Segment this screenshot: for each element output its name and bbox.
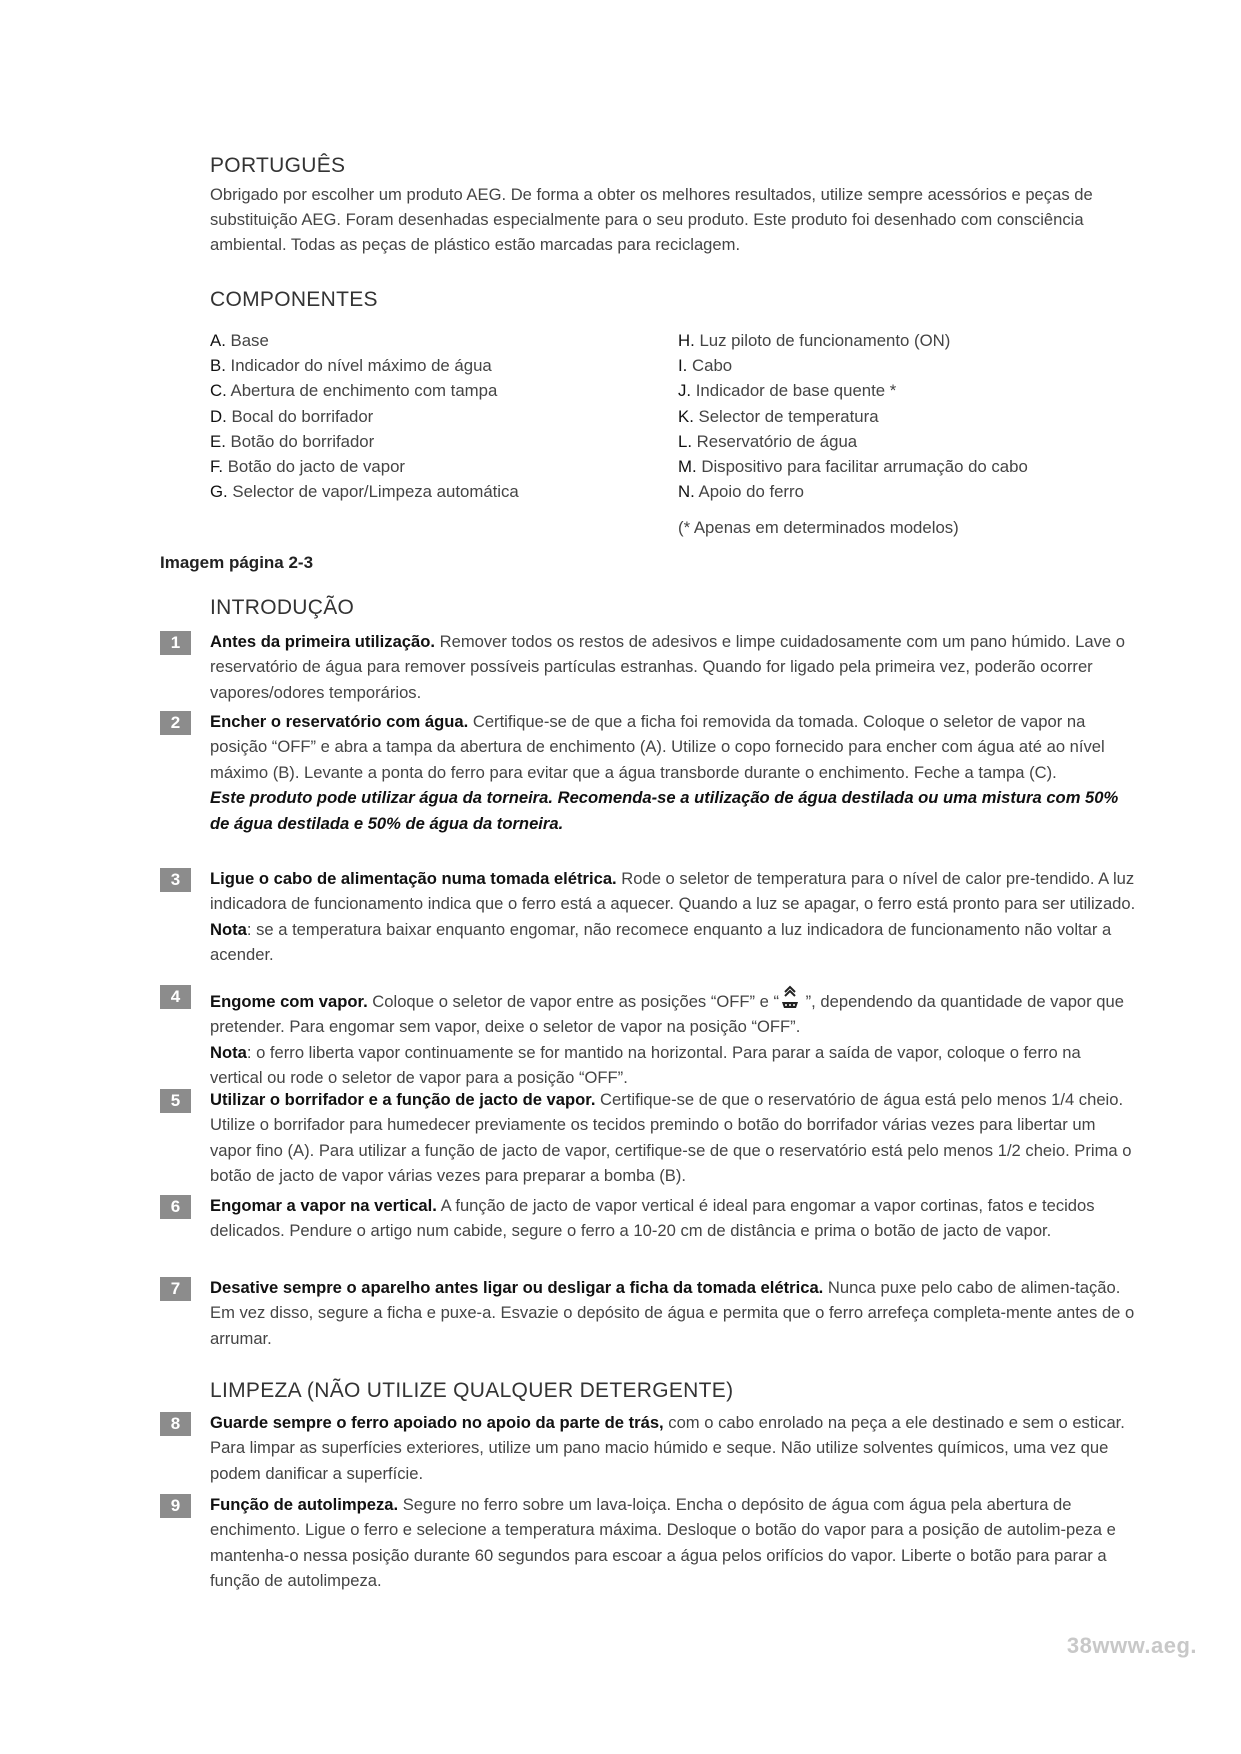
- step-7: 7 Desative sempre o aparelho antes ligar ou desligar a ficha da tomada elétrica. Nunca puxe pelo cabo de alimen-tação. Em vez disso, segure a ficha e puxe-a. Esvazie o depósito de água e permita que o ferro arrefeça completa-mente antes de o arrumar.: [160, 1275, 1136, 1351]
- step-number-badge: 2: [160, 711, 191, 735]
- section-title-componentes: COMPONENTES: [210, 288, 378, 311]
- components-list-left: [210, 328, 519, 504]
- component-item: H. Luz piloto de funcionamento (ON): [678, 331, 951, 350]
- section-title-portugues: PORTUGUÊS: [210, 154, 346, 177]
- step-number-badge: 9: [160, 1494, 191, 1518]
- components-note: (* Apenas em determinados modelos): [678, 518, 959, 537]
- component-item: F. Botão do jacto de vapor: [210, 457, 405, 477]
- component-item: B. Indicador do nível máximo de água: [210, 356, 492, 376]
- step-number-badge: 4: [160, 985, 191, 1009]
- section-title-limpeza: LIMPEZA (NÃO UTILIZE QUALQUER DETERGENTE): [210, 1379, 734, 1402]
- step-5: 5 Utilizar o borrifador e a função de jacto de vapor. Certifique-se de que o reservatório de água está pelo menos 1/4 cheio. Utilize o borrifador para humedecer previamente os tecidos premindo o botão do borrifador várias vezes para libertar um vapor fino (A). Para utilizar a função de jacto de vapor, certifique-se de que o reservatório está pelo menos 1/2 cheio. Prima o botão de jacto de vapor várias vezes para preparar a bomba (B).: [160, 1087, 1136, 1189]
- component-item: D. Bocal do borrifador: [210, 406, 374, 426]
- step-number-badge: 8: [160, 1412, 191, 1436]
- intro-paragraph: Obrigado por escolher um produto AEG. De forma a obter os melhores resultados, utilize sempre acessórios e peças de substituição AEG. Foram desenhadas especialmente para o seu produto. Este produto foi desenhado com consciência ambiental. Todas as peças de plástico estão marcadas para reciclagem.: [210, 185, 1093, 254]
- components-list-right: [678, 328, 1028, 504]
- section-title-introducao: INTRODUÇÃO: [210, 596, 355, 619]
- step-1: 1 Antes da primeira utilização. Remover todos os restos de adesivos e limpe cuidadosamente com um pano húmido. Lave o reservatório de água para remover possíveis partículas estranhas. Quando for ligado pela primeira vez, poderão ocorrer vapores/odores temporários.: [160, 629, 1136, 705]
- step-number-badge: 1: [160, 631, 191, 655]
- component-item: G. Selector de vapor/Limpeza automática: [210, 482, 519, 502]
- component-item: E. Botão do borrifador: [210, 431, 375, 451]
- component-item: N. Apoio do ferro: [678, 482, 804, 502]
- image-reference: Imagem página 2-3: [160, 553, 314, 572]
- component-item: M. Dispositivo para facilitar arrumação do cabo: [678, 457, 1028, 477]
- step-number-badge: 7: [160, 1277, 191, 1301]
- step-number-badge: 5: [160, 1089, 191, 1113]
- component-item: I. Cabo: [678, 356, 733, 376]
- component-item: K. Selector de temperatura: [678, 406, 879, 426]
- step-6: 6 Engomar a vapor na vertical. A função de jacto de vapor vertical é ideal para engomar a vapor cortinas, fatos e tecidos delicados. Pendure o artigo num cabide, segure o ferro a 10-20 cm de distância e prima o botão de jacto de vapor.: [160, 1193, 1136, 1244]
- steam-icon: [779, 983, 801, 1011]
- component-item: L. Reservatório de água: [678, 431, 858, 451]
- step-8: 8 Guarde sempre o ferro apoiado no apoio da parte de trás, com o cabo enrolado na peça a ele destinado e sem o esticar. Para limpar as superfícies exteriores, utilize um pano macio húmido e seque. Não utilize solventes químicos, uma vez que podem danificar a superfície.: [160, 1410, 1136, 1486]
- step-3: 3 Ligue o cabo de alimentação numa tomada elétrica. Rode o seletor de temperatura para o nível de calor pre-tendido. A luz indicadora de funcionamento indica que o ferro está a aquecer. Quando a luz se apagar, o ferro está pronto para ser utilizado. Nota: se a temperatura baixar enquanto engomar, não recomece enquanto a luz indicadora de funcionamento não voltar a acender.: [160, 866, 1136, 968]
- component-item: A. Base: [210, 331, 269, 350]
- tap-water-emphasis: Este produto pode utilizar água da torneira. Recomenda-se a utilização de água destilada ou uma mistura com 50% de água destilada e 50% de água da torneira.: [210, 788, 1119, 833]
- component-item: C. Abertura de enchimento com tampa: [210, 381, 498, 401]
- step-9: 9 Função de autolimpeza. Segure no ferro sobre um lava-loiça. Encha o depósito de água com água pela abertura de enchimento. Ligue o ferro e selecione a temperatura máxima. Desloque o botão do vapor para a posição de autolim-peza e mantenha-o nessa posição durante 60 segundos para escoar a água pelos orifícios do vapor. Liberte o botão para parar a função de autolimpeza.: [160, 1492, 1136, 1594]
- component-item: J. Indicador de base quente *: [678, 381, 897, 401]
- step-4: 4 Engome com vapor. Coloque o seletor de vapor entre as posições “OFF” e “ ”, dependendo da quantidade de vapor que pretender. Para engomar sem vapor, deixe o seletor de vapor na posição “OFF”. Nota: o ferro liberta vapor continuamente se for mantido na horizontal. Para parar a saída de vapor, coloque o ferro na vertical ou rode o seletor de vapor para a posição “OFF”.: [160, 983, 1136, 1091]
- step-number-badge: 3: [160, 868, 191, 892]
- step-2: 2 Encher o reservatório com água. Certifique-se de que a ficha foi removida da tomada. Coloque o seletor de vapor na posição “OFF” e abra a tampa da abertura de enchimento (A). Utilize o copo fornecido para encher com água até ao nível máximo (B). Levante a ponta do ferro para evitar que a água transborde durante o enchimento. Feche a tampa (C). Este produto pode utilizar água da torneira. Recomenda-se a utilização de água destilada ou uma mistura com 50% de água destilada e 50% de água da torneira.: [160, 709, 1136, 836]
- step-number-badge: 6: [160, 1195, 191, 1219]
- page-footer: 38www.aeg.: [1066, 1633, 1197, 1658]
